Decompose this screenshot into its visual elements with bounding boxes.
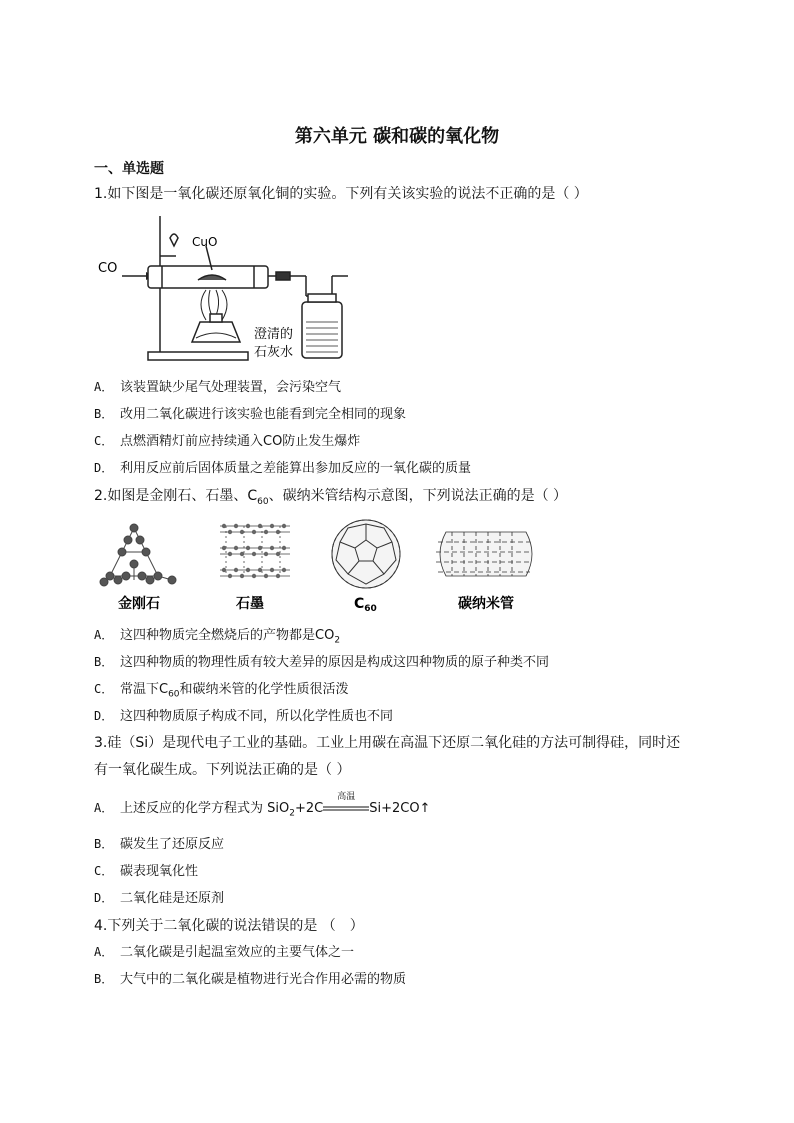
question-3-stem-line2: 有一氧化碳生成。下列说法正确的是（ ） [94, 762, 351, 778]
cuo-label: CuO [192, 235, 218, 249]
question-1-option-d[interactable]: D． 利用反应前后固体质量之差能算出参加反应的一氧化碳的质量 [94, 461, 472, 476]
co-reduction-apparatus-figure [96, 210, 356, 370]
question-2-option-b[interactable]: B． 这四种物质的物理性质有较大差异的原因是构成这四种物质的原子种类不同 [94, 655, 550, 670]
c60-label: $C_{60}$ [354, 596, 377, 614]
question-2-option-d[interactable]: D． 这四种物质原子构成不同，所以化学性质也不同 [94, 709, 394, 724]
question-1-option-a[interactable]: A． 该装置缺少尾气处理装置，会污染空气 [94, 380, 342, 395]
question-3-option-c[interactable]: C． 碳表现氧化性 [94, 864, 199, 879]
rubber-connector [276, 272, 290, 280]
question-1-stem: 1.如下图是一氧化碳还原氧化铜的实验。下列有关该实验的说法不正确的是（ ） [94, 186, 588, 202]
graphite-structure [220, 524, 290, 578]
question-2-stem: 2.如图是金刚石、石墨、$C_{60}$、碳纳米管结构示意图，下列说法正确的是（ ） [94, 488, 568, 507]
diamond-structure [100, 524, 176, 586]
question-3-stem-line1: 3.硅（Si）是现代电子工业的基础。工业上用碳在高温下还原二氧化硅的方法可制得硅，同时还 [94, 735, 681, 751]
question-1-option-b[interactable]: B． 改用二氧化碳进行该实验也能看到完全相同的现象 [94, 407, 407, 422]
question-2-option-a[interactable]: A． 这四种物质完全燃烧后的产物都是$CO_2$ [94, 628, 341, 646]
diamond-label: 金刚石 [118, 596, 160, 612]
wash-bottle [302, 302, 342, 358]
co-label: CO [98, 261, 118, 276]
nanotube-structure [436, 532, 532, 576]
question-4-stem: 4.下列关于二氧化碳的说法错误的是 （ ） [94, 918, 364, 934]
question-4-option-b[interactable]: B． 大气中的二氧化碳是植物进行光合作用必需的物质 [94, 972, 407, 987]
question-3-option-a[interactable]: A． 上述反应的化学方程式为 SiO$_2$+2C 高温 Si+2CO↑ [94, 792, 431, 819]
question-2-option-c[interactable]: C． 常温下$C_{60}$和碳纳米管的化学性质很活泼 [94, 682, 349, 700]
stand-base [148, 352, 248, 360]
c60-structure [332, 520, 400, 588]
question-3-option-d[interactable]: D． 二氧化硅是还原剂 [94, 891, 225, 906]
nanotube-label: 碳纳米管 [458, 596, 514, 612]
page-title: 第六单元 碳和碳的氧化物 [294, 126, 500, 147]
alcohol-lamp [192, 322, 240, 342]
question-1-option-c[interactable]: C． 点燃酒精灯前应持续通入CO防止发生爆炸 [94, 434, 361, 449]
section-heading: 一、单选题 [94, 161, 164, 177]
question-3-option-b[interactable]: B． 碳发生了还原反应 [94, 837, 225, 852]
graphite-label: 石墨 [236, 596, 264, 612]
limewater-label-line1: 澄清的 [254, 327, 294, 342]
carbon-allotropes-figure [96, 518, 536, 614]
limewater-label-line2: 石灰水 [254, 345, 294, 360]
question-4-option-a[interactable]: A． 二氧化碳是引起温室效应的主要气体之一 [94, 945, 355, 960]
clamp-screw [170, 234, 178, 246]
reaction-condition: 高温 [337, 792, 356, 802]
